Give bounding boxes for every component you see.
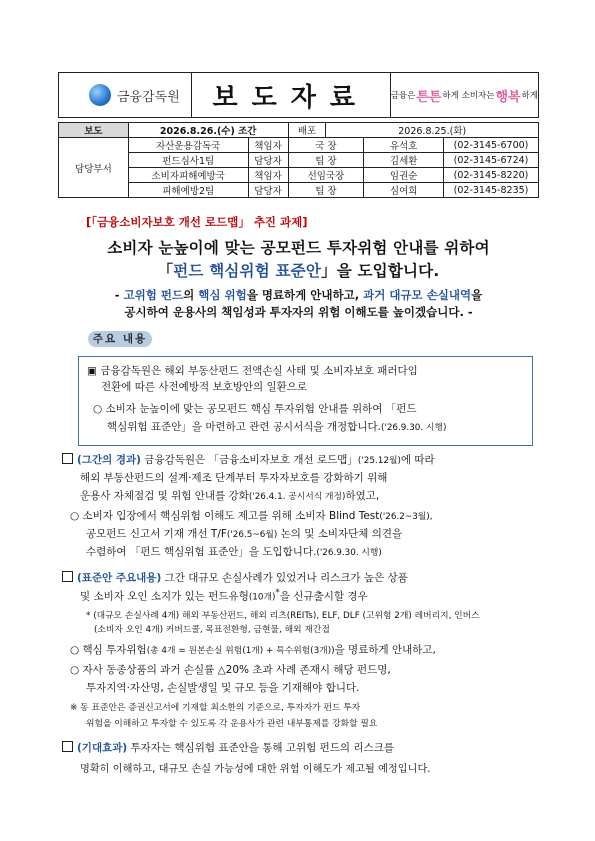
subheading-1 [58,287,539,303]
s1-l3a: 운용사 자체점검 및 위험 안내를 강화 [80,490,249,502]
title-0: 국 장 [288,138,364,153]
doc-title: 보도자료 [192,73,391,117]
slogan-mid: 하게 소비자는 [442,91,495,101]
s2-line-4: ○ 자사 동종상품의 과거 손실률 △20% 초과 사례 존재시 해당 펀드명, [70,664,391,676]
org-name: 금융감독원 [117,89,180,105]
s1-l1c: ('25.12월) [357,456,401,466]
key-content-pill: 주요 내용 [88,331,152,347]
s1-line-1 [62,452,435,467]
s1-l1a: (그간의 경과) [77,454,141,466]
sub1-g: 을 [471,288,483,302]
s1-line-4 [70,508,433,523]
s2-l3c: 을 명료하게 안내하고, [334,644,436,656]
s2-line-2 [80,588,368,604]
s1-line-3 [80,488,379,503]
sub1-a: - [114,288,124,302]
s2-l2a: 및 소비자 오인 소지가 있는 펀드유형 [80,590,249,603]
s3-l1a: (기대효과) [77,742,128,754]
s1-l5b: ('26.5~6월) [226,530,278,540]
slogan-word-1: 튼튼 [416,89,442,105]
project-tag: [「금융소비자보호 개선 로드맵」 추진 과제] [86,215,308,229]
phone-3: (02-3145-8235) [444,183,539,198]
s1-l6b: ('26.9.30. 시행) [316,548,382,558]
box-line-4 [107,419,446,434]
box-line-4b: ('26.9.30. 시행) [380,423,447,433]
s1-l6a: 수렴하여 「펀드 핵심위험 표준안」을 도입합니다. [86,546,317,558]
dept2-a: 소비자피해예방국 [128,168,248,183]
name-1: 김세환 [364,153,444,168]
role-3: 담당자 [248,183,288,198]
role-0: 책임자 [248,138,288,153]
s1-line-6 [86,544,382,559]
s1-l1d: 에 따라 [400,454,435,466]
s2-line-5: 투자지역·자산명, 손실발생일 및 규모 등을 기재해야 합니다. [86,682,360,694]
sub1-f: 과거 대규모 손실내역 [363,288,472,302]
s1-line-5 [86,526,402,541]
sub1-e: 을 명료하게 안내하고, [246,288,364,302]
dist-label: 배포 [288,123,326,138]
s1-l4a: ○ 소비자 입장에서 핵심위험 이해도 제고를 위해 소비자 Blind Test [70,510,380,522]
phone-2: (02-3145-8220) [444,168,539,183]
slogan-word-2: 행복 [495,89,521,105]
dist-value: 2026.8.25.(화) [326,123,539,138]
role-2: 책임자 [248,168,288,183]
s2-line-1 [62,570,408,585]
s2-l2b: (10개) [248,592,276,603]
dept2-b: 피해예방2팀 [128,183,248,198]
release-value: 2026.8.26.(수) 조간 [128,123,288,138]
s2-l1b: 그간 대규모 손실사례가 있었거나 리스크가 높은 상품 [161,572,408,584]
box-line-3: ○ 소비자 눈높이에 맞는 공모펀드 핵심 투자위험 안내를 위하여 「펀드 [93,403,417,415]
s2-note-1: * (대규모 손실사례 4개) 해외 부동산펀드, 해외 리츠(REITs), ELF, DLF (고위험 2개) 레버리지, 인버스 [86,611,480,621]
slogan-pre: 금융은 [390,91,416,101]
box-line-4a: 핵심위험 표준안」을 마련하고 관련 공시서식을 개정합니다. [107,421,381,433]
s1-l1b: 금융감독원은 「금융소비자보호 개선 로드맵」 [140,454,358,466]
headline-1: 소비자 눈높이에 맞는 공모펀드 투자위험 안내를 위하여 [107,239,490,257]
sub1-b: 고위험 펀드 [123,288,184,302]
sub1-d: 핵심 위험 [198,288,247,302]
checkbox-icon [62,741,73,752]
summary-box [78,356,533,446]
s2-l3a: ○ 핵심 투자위험 [70,644,147,656]
s3-l1b: 투자자는 핵심위험 표준안을 통해 고위험 펀드의 리스크를 [127,742,394,754]
headline-2-open: 「 [157,262,174,280]
globe-icon [89,84,111,106]
dept1-b: 펀드심사1팀 [128,153,248,168]
s2-l3b: (총 4개 = 원본손실 위험(1개) + 특수위험(3개)) [146,646,335,656]
slogan [391,73,538,117]
meta-table [58,122,539,198]
s2-l1a: (표준안 주요내용) [77,572,162,584]
fss-logo [59,73,192,117]
s3-line-2: 명확히 이해하고, 대규모 손실 가능성에 대한 위험 이해도가 제고될 예정입니다. [80,764,431,775]
slogan-post: 하게 [521,91,538,101]
dept-label: 담당부서 [59,138,129,198]
title-1: 팀 장 [288,153,364,168]
release-label: 보도 [59,123,129,138]
s1-l4b: ('26.2~3월), [379,512,433,522]
s2-note-2: (소비자 오인 4개) 커버드콜, 목표전환형, 금현물, 해외 재간접 [94,625,330,635]
box-line-1: ▣ 금융감독원은 해외 부동산펀드 전액손실 사태 및 소비자보호 패러다임 [87,365,418,377]
box-line-2: 전환에 따른 사전예방적 보호방안의 일환으로 [101,381,308,393]
s2-line-3 [70,642,436,657]
s3-line-1 [62,740,394,755]
phone-0: (02-3145-6700) [444,138,539,153]
s1-line-2: 해외 부동산펀드의 설계·제조 단계부터 투자자보호를 강화하기 위해 [80,472,388,484]
headline-2-key: 펀드 핵심위험 표준안 [173,262,322,280]
name-0: 유석호 [364,138,444,153]
s2-l2d: 을 신규출시할 경우 [279,590,368,603]
role-1: 담당자 [248,153,288,168]
dept1-a: 자산운용감독국 [128,138,248,153]
s1-l5a: 공모펀드 신고서 기재 개선 T/F [86,528,227,540]
checkbox-icon [62,453,73,464]
sub1-c: 의 [183,288,199,302]
headline-2-close: 」을 도입합니다. [321,262,440,280]
title-2: 선임국장 [288,168,364,183]
name-2: 임권순 [364,168,444,183]
headline-2 [58,259,539,281]
phone-1: (02-3145-6724) [444,153,539,168]
s2-line-6: ※ 동 표준안은 증권신고서에 기재할 최소한의 기준으로, 투자자가 펀드 투자 [70,703,361,713]
s2-l2c: * [275,588,280,598]
title-3: 팀 장 [288,183,364,198]
press-header [58,72,539,118]
s1-l5c: 논의 및 소비자단체 의견을 [277,528,403,540]
name-3: 심여희 [364,183,444,198]
s1-l3c: 하였고, [345,490,380,502]
s1-l3b: ('26.4.1. 공시서식 개정) [248,492,346,502]
checkbox-icon [62,571,73,582]
s2-line-7: 위험을 이해하고 투자할 수 있도록 각 운용사가 관련 내부통제를 강화할 필요 [86,719,378,729]
subheading-2: 공시하여 운용사의 책임성과 투자자의 위험 이해도를 높이겠습니다. - [124,305,473,319]
